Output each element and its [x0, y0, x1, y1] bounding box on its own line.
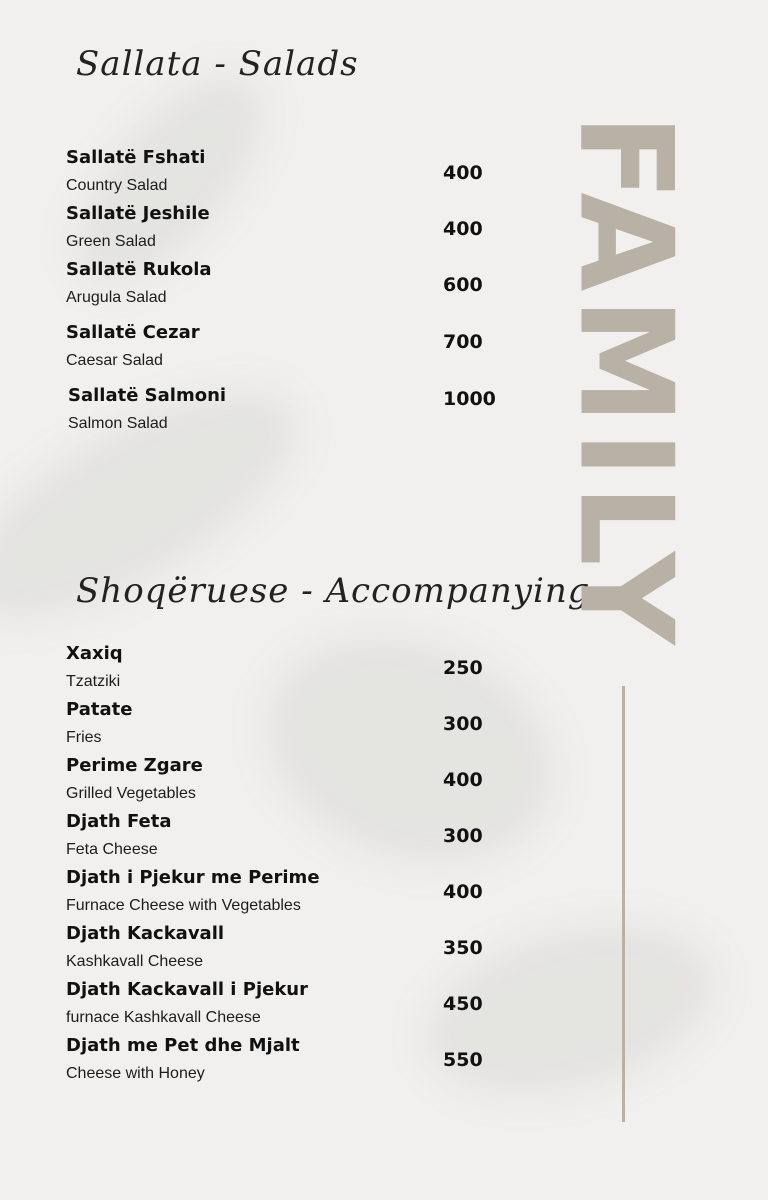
item-description: Cheese with Honey: [66, 1065, 205, 1082]
item-price: 600: [443, 274, 483, 296]
menu-item-side: [66, 643, 406, 691]
menu-item-salad: [66, 147, 406, 195]
item-price: 400: [443, 162, 483, 184]
menu-item-side: [66, 699, 406, 747]
item-description: Fries: [66, 729, 102, 746]
item-price: 250: [443, 657, 483, 679]
item-name: Djath Feta: [66, 811, 172, 832]
item-name: Xaxiq: [66, 643, 123, 664]
item-name: Djath Kackavall i Pjekur: [66, 979, 308, 1000]
item-price: 400: [443, 769, 483, 791]
brand-wordmark-wrapper: [551, 68, 700, 696]
item-name: Patate: [66, 699, 133, 720]
item-description: Feta Cheese: [66, 841, 158, 858]
item-name: Djath me Pet dhe Mjalt: [66, 1035, 300, 1056]
item-name: Sallatë Rukola: [66, 259, 212, 280]
menu-item-side: [66, 979, 406, 1027]
item-price: 700: [443, 331, 483, 353]
menu-item-side: [66, 755, 406, 803]
item-description: furnace Kashkavall Cheese: [66, 1009, 261, 1026]
item-description: Salmon Salad: [68, 415, 168, 432]
item-price: 450: [443, 993, 483, 1015]
item-description: Grilled Vegetables: [66, 785, 196, 802]
menu-item-side: [66, 923, 406, 971]
brand-divider-line: [622, 686, 625, 1122]
item-description: Country Salad: [66, 177, 168, 194]
sides-section-title: Shoqëruese - Accompanying: [76, 571, 591, 611]
menu-item-salad: [66, 322, 406, 370]
item-name: Djath Kackavall: [66, 923, 225, 944]
item-price: 550: [443, 1049, 483, 1071]
menu-item-salad: [66, 203, 406, 251]
item-name: Sallatë Cezar: [66, 322, 200, 343]
item-name: Sallatë Fshati: [66, 147, 206, 168]
item-price: 400: [443, 881, 483, 903]
menu-item-salad: [66, 259, 406, 307]
item-name: Djath i Pjekur me Perime: [66, 867, 320, 888]
item-description: Caesar Salad: [66, 352, 163, 369]
salads-section-title: Sallata - Salads: [76, 44, 359, 84]
item-name: Sallatë Jeshile: [66, 203, 210, 224]
item-description: Green Salad: [66, 233, 156, 250]
menu-item-side: [66, 811, 406, 859]
item-description: Furnace Cheese with Vegetables: [66, 897, 301, 914]
item-price: 350: [443, 937, 483, 959]
menu-item-side: [66, 1035, 406, 1083]
item-name: Perime Zgare: [66, 755, 203, 776]
item-description: Kashkavall Cheese: [66, 953, 203, 970]
brand-wordmark: FAMILY: [551, 113, 700, 651]
item-price: 300: [443, 713, 483, 735]
item-price: 400: [443, 218, 483, 240]
item-price: 1000: [443, 388, 496, 410]
menu-item-side: [66, 867, 406, 915]
item-description: Tzatziki: [66, 673, 121, 690]
item-name: Sallatë Salmoni: [68, 385, 227, 406]
item-price: 300: [443, 825, 483, 847]
item-description: Arugula Salad: [66, 289, 167, 306]
menu-item-salad: [68, 385, 408, 433]
